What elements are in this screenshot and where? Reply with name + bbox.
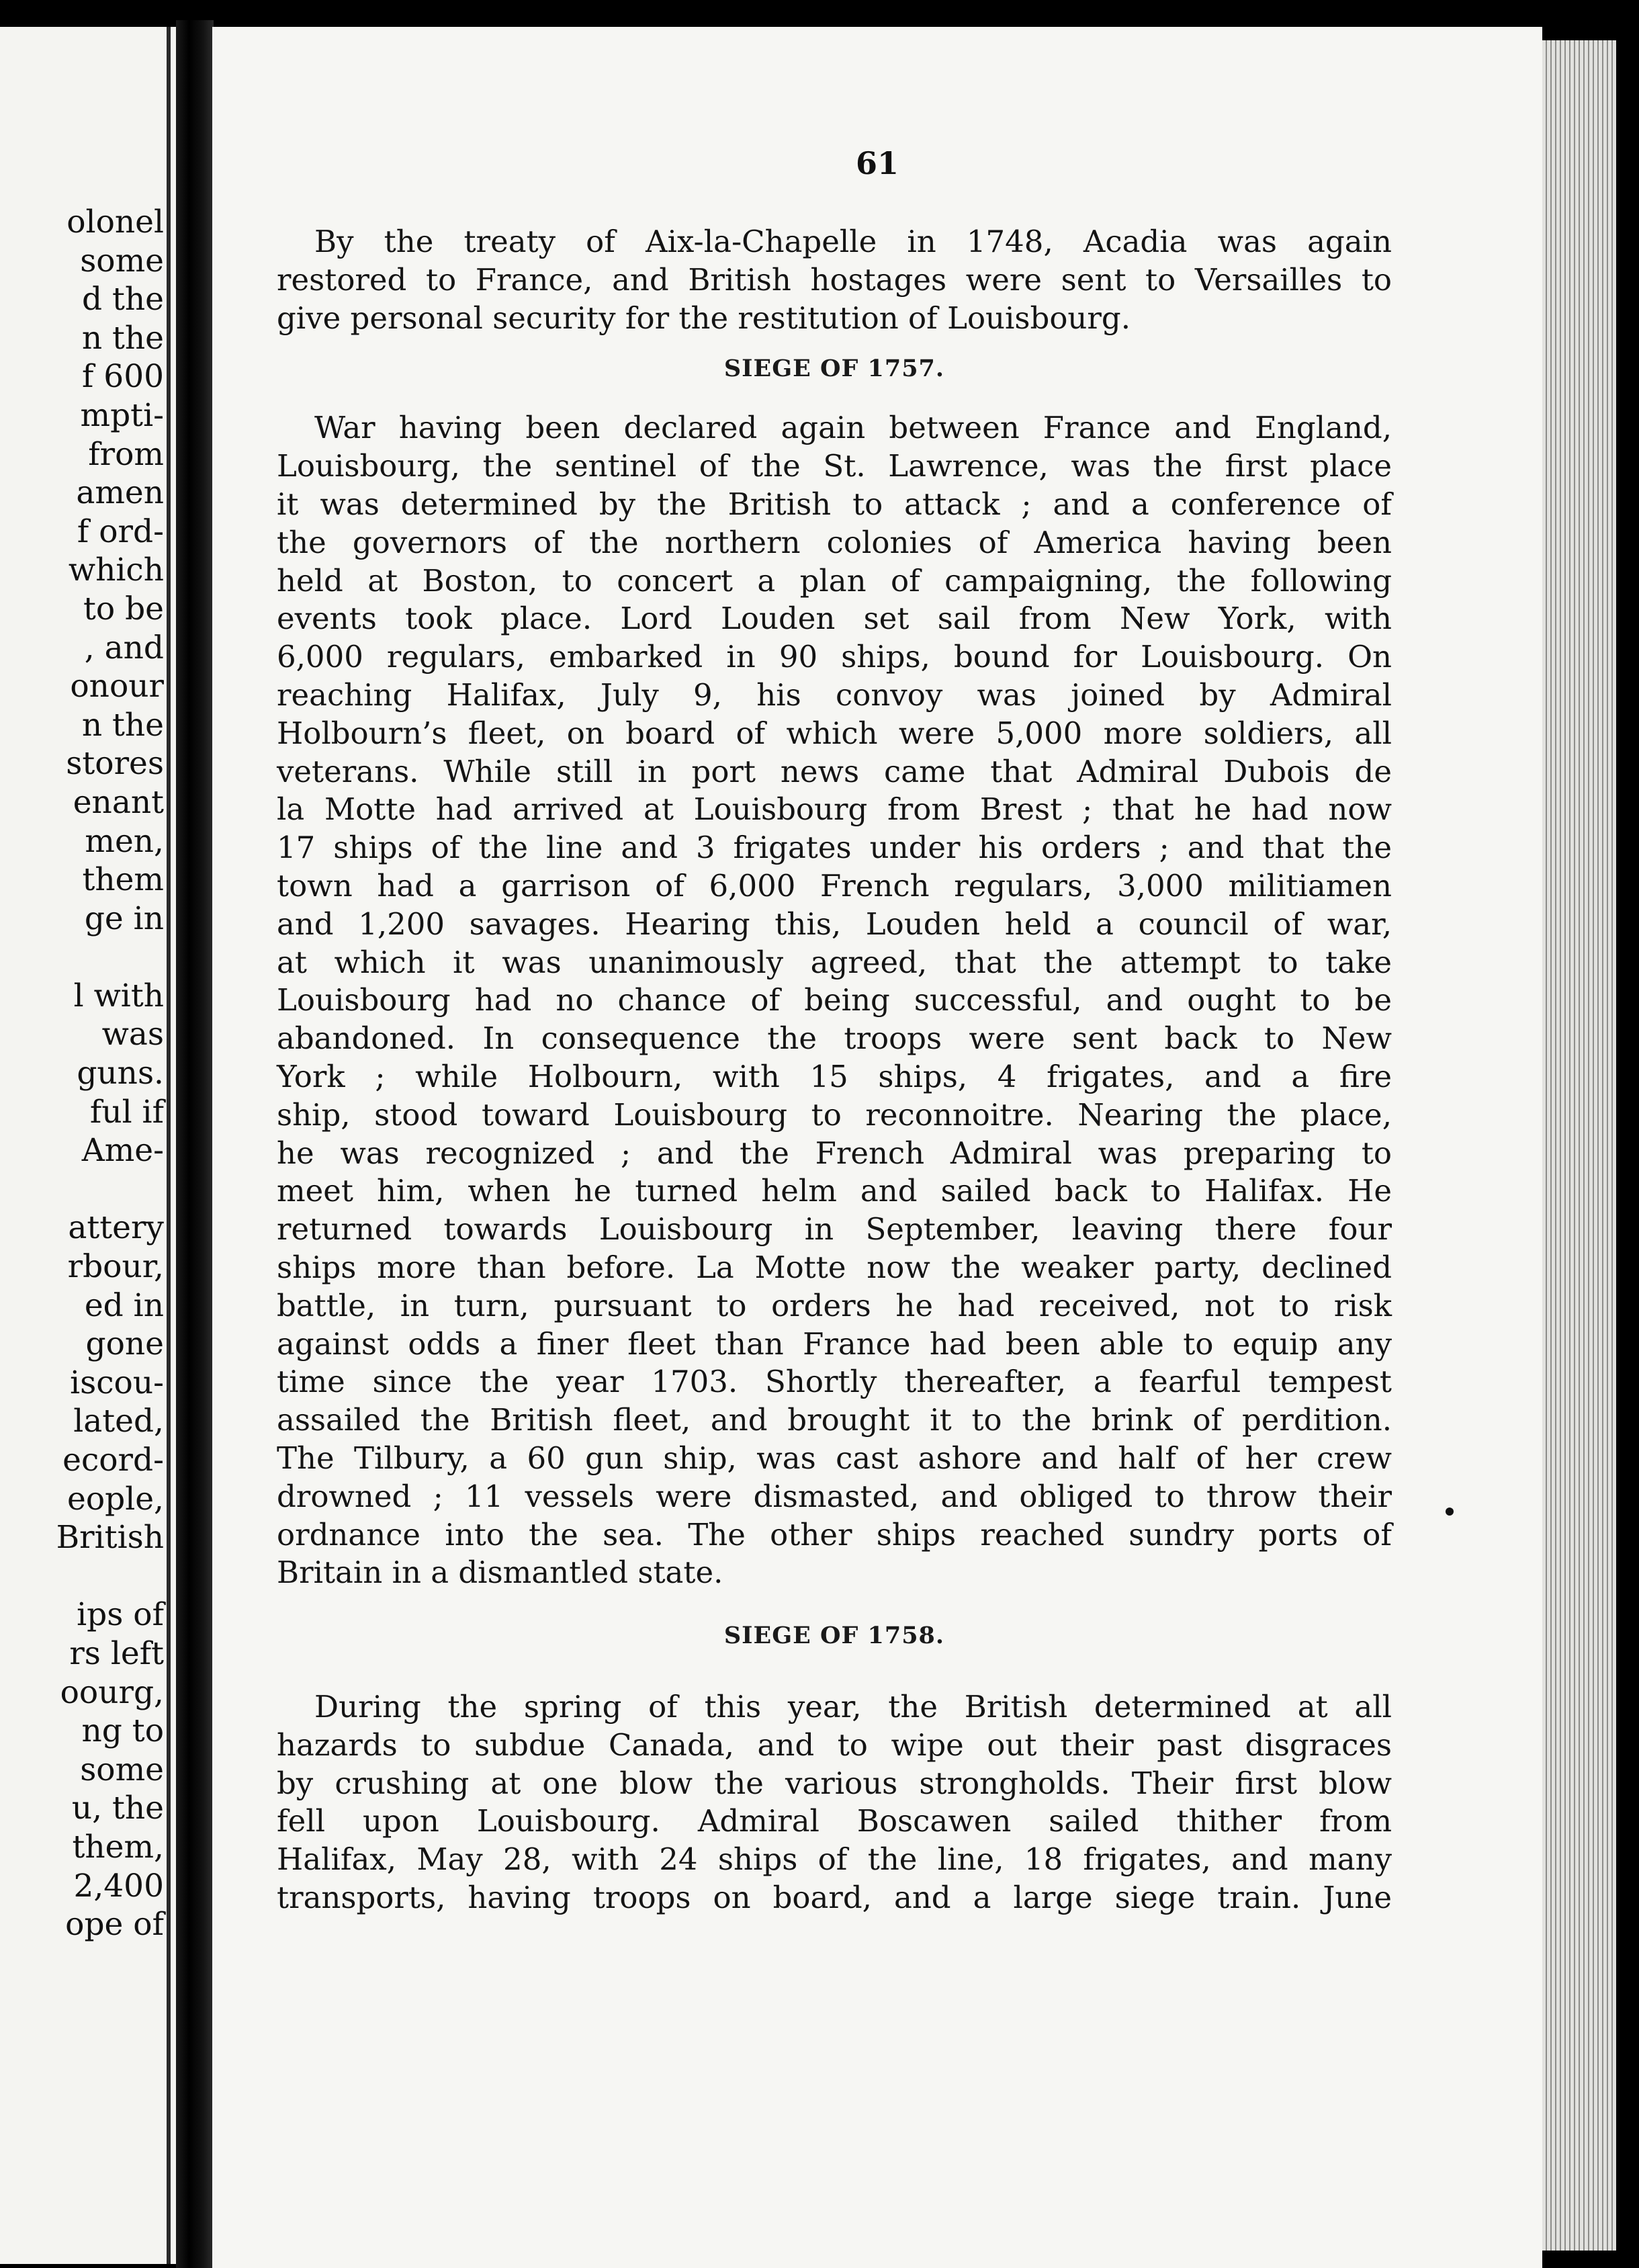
left-line-fragment: some: [80, 1751, 164, 1788]
paragraph-siege-1757: [277, 409, 1392, 1592]
text-line: Louisbourg, the sentinel of the St. Lawrence, was the first place: [277, 448, 1392, 484]
page-edge-stack: [1542, 40, 1616, 2251]
text-line: Britain in a dismantled state.: [277, 1555, 723, 1591]
left-line-fragment: ecord-: [62, 1442, 164, 1479]
left-line-fragment: onour: [70, 668, 164, 705]
text-line: town had a garrison of 6,000 French regulars, 3,000 militiamen: [277, 867, 1392, 904]
text-line: it was determined by the British to attack ; and a conference of: [277, 486, 1392, 522]
left-line-fragment: , and: [84, 629, 164, 666]
left-line-fragment: amen: [76, 474, 164, 512]
left-line-fragment: f 600: [81, 358, 164, 396]
left-line-fragment: ge in: [84, 900, 164, 937]
page-body: [277, 223, 1392, 1917]
left-line-fragment: eople,: [67, 1480, 164, 1518]
text-line: 6,000 regulars, embarked in 90 ships, bound for Louisbourg. On: [277, 639, 1392, 675]
left-line-fragment: men,: [85, 822, 164, 860]
text-line: The Tilbury, a 60 gun ship, was cast ashore and half of her crew: [277, 1440, 1392, 1476]
left-line-fragment: lated,: [73, 1403, 164, 1440]
text-line: returned towards Louisbourg in September, leaving there four: [277, 1211, 1392, 1248]
paragraph-siege-1758: [277, 1688, 1392, 1917]
left-line-fragment: ope of: [65, 1906, 164, 1944]
left-line-fragment: them: [82, 861, 164, 899]
left-line-fragment: enant: [73, 783, 164, 821]
left-line-fragment: 2,400: [73, 1867, 164, 1905]
left-line-fragment: iscou-: [70, 1364, 164, 1401]
heading-siege-1758: SIEGE OF 1758.: [723, 1622, 945, 1650]
text-line: ships more than before. La Motte now the weaker party, declined: [277, 1249, 1392, 1285]
left-line-fragment: [56, 938, 164, 977]
left-line-fragment: Ame-: [81, 1132, 164, 1170]
text-line: held at Boston, to concert a plan of campaigning, the following: [277, 562, 1392, 599]
text-line: hazards to subdue Canada, and to wipe out their past disgraces: [277, 1727, 1392, 1763]
left-line-fragment: n the: [81, 319, 164, 357]
left-line-fragment: guns.: [77, 1055, 164, 1092]
left-line-fragment: attery: [68, 1209, 164, 1247]
text-line: assailed the British fleet, and brought it to the brink of perdition.: [277, 1402, 1392, 1438]
text-line: War having been declared again between France and England,: [314, 410, 1392, 446]
left-line-fragment: some: [80, 242, 164, 279]
left-line-fragment: olonel: [67, 204, 164, 241]
text-line: drowned ; 11 vessels were dismasted, and obliged to throw their: [277, 1478, 1392, 1514]
text-line: meet him, when he turned helm and sailed back to Halifax. He: [277, 1173, 1392, 1209]
left-line-fragment: oourg,: [60, 1673, 164, 1711]
left-line-fragment: stores: [66, 745, 164, 783]
left-line-fragment: them,: [72, 1828, 164, 1866]
left-line-fragment: ips of: [77, 1596, 164, 1634]
book-gutter: [176, 20, 214, 2268]
text-line: reaching Halifax, July 9, his convoy was joined by Admiral: [277, 677, 1392, 713]
text-line: veterans. While still in port news came that Admiral Dubois de: [277, 753, 1392, 789]
text-line: Holbourn’s fleet, on board of which were 5,000 more soldiers, all: [277, 715, 1392, 751]
text-line: and 1,200 savages. Hearing this, Louden held a council of war,: [277, 906, 1392, 942]
text-line: give personal security for the restitution of Louisbourg.: [277, 300, 1131, 336]
left-line-fragment: f ord-: [77, 513, 164, 550]
left-line-fragment: ed in: [84, 1286, 164, 1324]
left-line-fragment: [56, 1170, 164, 1209]
left-line-fragment: ng to: [81, 1712, 164, 1750]
text-line: the governors of the northern colonies of America having been: [277, 524, 1392, 560]
text-line: restored to France, and British hostages were sent to Versailles to: [277, 261, 1392, 298]
text-line: time since the year 1703. Shortly thereafter, a fearful tempest: [277, 1364, 1392, 1400]
main-page: [212, 27, 1542, 2268]
text-line: York ; while Holbourn, with 15 ships, 4 frigates, and a fire: [277, 1058, 1392, 1094]
left-line-fragment: to be: [83, 590, 164, 627]
text-line: During the spring of this year, the British determined at all: [314, 1689, 1392, 1725]
left-line-fragment: d the: [82, 281, 164, 318]
text-line: he was recognized ; and the French Admiral was preparing to: [277, 1135, 1392, 1171]
text-line: transports, having troops on board, and a large siege train. June: [277, 1880, 1392, 1916]
page-number: 61: [855, 145, 899, 181]
left-page-text: [56, 203, 164, 1944]
text-line: fell upon Louisbourg. Admiral Boscawen sailed thither from: [277, 1803, 1392, 1839]
left-line-fragment: [56, 1557, 164, 1596]
left-line-fragment: l with: [73, 977, 164, 1014]
text-line: abandoned. In consequence the troops were sent back to New: [277, 1020, 1392, 1057]
text-line: la Motte had arrived at Louisbourg from Brest ; that he had now: [277, 791, 1392, 828]
left-line-fragment: u, the: [71, 1790, 164, 1827]
left-line-fragment: British: [56, 1519, 164, 1557]
left-line-fragment: was: [101, 1016, 164, 1053]
heading-siege-1757: SIEGE OF 1757.: [723, 355, 945, 383]
left-line-fragment: rbour,: [67, 1248, 164, 1286]
text-line: by crushing at one blow the various strongholds. Their first blow: [277, 1765, 1392, 1801]
text-line: ship, stood toward Louisbourg to reconnoitre. Nearing the place,: [277, 1096, 1392, 1133]
paragraph-treaty: [277, 223, 1392, 337]
left-line-fragment: rs left: [69, 1634, 164, 1672]
left-line-fragment: n the: [81, 706, 164, 744]
text-line: By the treaty of Aix-la-Chapelle in 1748, Acadia was again: [314, 224, 1392, 259]
left-line-fragment: from: [88, 435, 164, 473]
left-page-edge: [167, 27, 171, 2264]
text-line: Louisbourg had no chance of being successful, and ought to be: [277, 982, 1392, 1018]
text-line: 17 ships of the line and 3 frigates under his orders ; and that the: [277, 830, 1392, 866]
ink-spot: [1446, 1508, 1454, 1516]
left-page-fragment: [0, 27, 176, 2264]
text-line: ordnance into the sea. The other ships reached sundry ports of: [277, 1516, 1392, 1553]
text-line: at which it was unanimously agreed, that the attempt to take: [277, 944, 1392, 980]
left-line-fragment: which: [68, 552, 164, 589]
text-line: battle, in turn, pursuant to orders he had received, not to risk: [277, 1287, 1392, 1323]
left-line-fragment: gone: [85, 1325, 164, 1363]
text-line: Halifax, May 28, with 24 ships of the line, 18 frigates, and many: [277, 1841, 1392, 1878]
left-line-fragment: ful if: [89, 1093, 164, 1131]
left-line-fragment: mpti-: [80, 396, 164, 434]
text-line: against odds a finer fleet than France had been able to equip any: [277, 1325, 1392, 1362]
text-line: events took place. Lord Louden set sail from New York, with: [277, 601, 1392, 637]
